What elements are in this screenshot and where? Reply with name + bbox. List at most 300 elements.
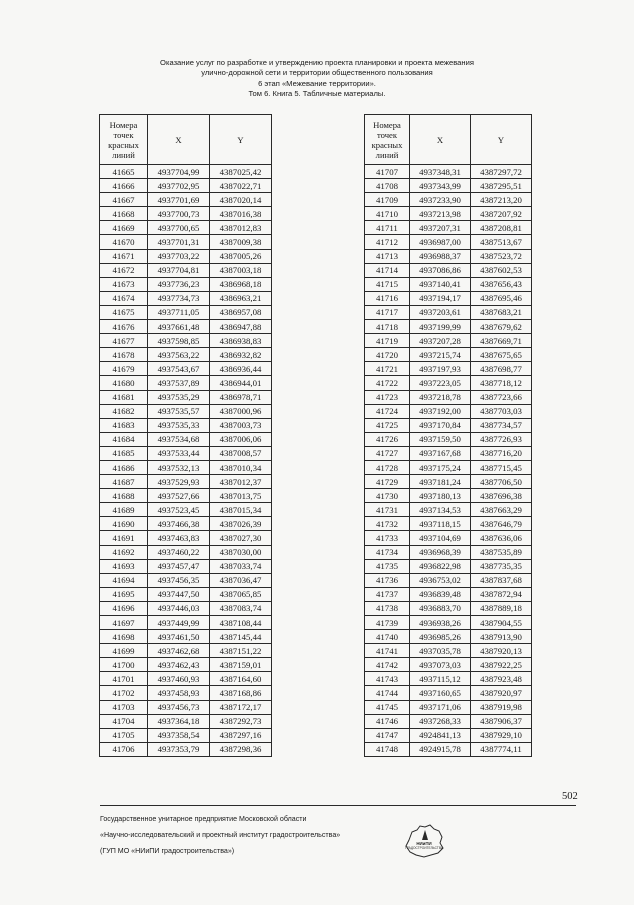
x-cell: 4937086,86 [410, 263, 471, 277]
column-header-y: Y [471, 115, 532, 165]
point-number-cell: 41685 [100, 446, 148, 460]
table-row [365, 376, 532, 390]
table-row [100, 545, 272, 559]
table-row [365, 179, 532, 193]
table-row [365, 291, 532, 305]
point-number-cell: 41689 [100, 503, 148, 517]
point-number-cell: 41679 [100, 362, 148, 376]
y-cell: 4387033,74 [210, 559, 272, 573]
x-cell: 4937563,22 [148, 348, 210, 362]
x-cell: 4937175,24 [410, 460, 471, 474]
x-cell: 4937458,93 [148, 686, 210, 700]
point-number-cell: 41697 [100, 616, 148, 630]
table-row [100, 714, 272, 728]
table-row [365, 742, 532, 756]
point-number-cell: 41704 [100, 714, 148, 728]
point-number-cell: 41742 [365, 658, 410, 672]
table-row [100, 728, 272, 742]
table-row [100, 404, 272, 418]
table-row [365, 531, 532, 545]
table-row [100, 179, 272, 193]
table-row [365, 517, 532, 531]
table-row [365, 587, 532, 601]
point-number-cell: 41712 [365, 235, 410, 249]
point-number-cell: 41702 [100, 686, 148, 700]
table-row [365, 644, 532, 658]
point-number-cell: 41703 [100, 700, 148, 714]
table-row [100, 334, 272, 348]
y-cell: 4386957,08 [210, 305, 272, 319]
column-header-x: X [410, 115, 471, 165]
table-row [365, 559, 532, 573]
point-number-cell: 41728 [365, 460, 410, 474]
y-cell: 4387726,93 [471, 432, 532, 446]
x-cell: 4937115,12 [410, 672, 471, 686]
point-number-cell: 41735 [365, 559, 410, 573]
table-row [100, 249, 272, 263]
table-row [365, 193, 532, 207]
point-number-cell: 41672 [100, 263, 148, 277]
x-cell: 4937704,81 [148, 263, 210, 277]
table-row [365, 390, 532, 404]
point-number-cell: 41668 [100, 207, 148, 221]
table-row [100, 432, 272, 446]
x-cell: 4937233,90 [410, 193, 471, 207]
y-cell: 4387010,34 [210, 460, 272, 474]
y-cell: 4387679,62 [471, 320, 532, 334]
table-row [365, 221, 532, 235]
y-cell: 4387636,06 [471, 531, 532, 545]
footer-line-3: (ГУП МО «НИиПИ градостроительства») [100, 847, 235, 855]
y-cell: 4387008,57 [210, 446, 272, 460]
point-number-cell: 41747 [365, 728, 410, 742]
table-header-row [100, 115, 272, 165]
y-cell: 4387723,66 [471, 390, 532, 404]
page-number: 502 [562, 791, 578, 802]
logo-text-2: ГРАДОСТРОИТЕЛЬСТВА [405, 846, 443, 850]
point-number-cell: 41746 [365, 714, 410, 728]
point-number-cell: 41745 [365, 700, 410, 714]
y-cell: 4387706,50 [471, 475, 532, 489]
y-cell: 4387027,30 [210, 531, 272, 545]
table-row [100, 686, 272, 700]
table-row [100, 700, 272, 714]
logo-text-1: НИиПИ [416, 841, 432, 846]
point-number-cell: 41717 [365, 305, 410, 319]
table-row [365, 277, 532, 291]
y-cell: 4387000,96 [210, 404, 272, 418]
table-row [100, 658, 272, 672]
y-cell: 4387003,18 [210, 263, 272, 277]
footer-line-1: Государственное унитарное предприятие Московской области [100, 815, 307, 823]
y-cell: 4386968,18 [210, 277, 272, 291]
table-body-right [365, 165, 532, 757]
x-cell: 4937203,61 [410, 305, 471, 319]
y-cell: 4387012,37 [210, 475, 272, 489]
point-number-cell: 41677 [100, 334, 148, 348]
point-number-cell: 41696 [100, 601, 148, 615]
point-number-cell: 41666 [100, 179, 148, 193]
y-cell: 4387006,06 [210, 432, 272, 446]
table-row [100, 489, 272, 503]
table-row [365, 573, 532, 587]
y-cell: 4387716,20 [471, 446, 532, 460]
point-number-cell: 41733 [365, 531, 410, 545]
point-number-cell: 41727 [365, 446, 410, 460]
point-number-cell: 41686 [100, 460, 148, 474]
y-cell: 4387168,86 [210, 686, 272, 700]
table-row [100, 644, 272, 658]
x-cell: 4937446,03 [148, 601, 210, 615]
document-footer [100, 811, 340, 859]
point-number-cell: 41726 [365, 432, 410, 446]
x-cell: 4937073,03 [410, 658, 471, 672]
x-cell: 4937159,50 [410, 432, 471, 446]
y-cell: 4387298,36 [210, 742, 272, 756]
y-cell: 4387920,97 [471, 686, 532, 700]
point-number-cell: 41706 [100, 742, 148, 756]
header-line-1: Оказание услуг по разработке и утверждению проекта планировки и проекта межевания [160, 58, 474, 67]
point-number-cell: 41718 [365, 320, 410, 334]
x-cell: 4937118,15 [410, 517, 471, 531]
x-cell: 4937180,13 [410, 489, 471, 503]
point-number-cell: 41692 [100, 545, 148, 559]
table-row [100, 207, 272, 221]
table-row [100, 559, 272, 573]
y-cell: 4387292,73 [210, 714, 272, 728]
y-cell: 4386936,44 [210, 362, 272, 376]
y-cell: 4387151,22 [210, 644, 272, 658]
point-number-cell: 41736 [365, 573, 410, 587]
x-cell: 4937167,68 [410, 446, 471, 460]
x-cell: 4936839,48 [410, 587, 471, 601]
y-cell: 4386947,88 [210, 320, 272, 334]
point-number-cell: 41720 [365, 348, 410, 362]
table-row [100, 235, 272, 249]
y-cell: 4387213,20 [471, 193, 532, 207]
table-row [365, 545, 532, 559]
table-row [100, 460, 272, 474]
point-number-cell: 41725 [365, 418, 410, 432]
table-row [100, 376, 272, 390]
y-cell: 4386978,71 [210, 390, 272, 404]
point-number-cell: 41708 [365, 179, 410, 193]
x-cell: 4937197,93 [410, 362, 471, 376]
y-cell: 4387904,55 [471, 616, 532, 630]
x-cell: 4937702,95 [148, 179, 210, 193]
table-row [365, 475, 532, 489]
table-row [365, 362, 532, 376]
point-number-cell: 41694 [100, 573, 148, 587]
x-cell: 4937661,48 [148, 320, 210, 334]
x-cell: 4937215,74 [410, 348, 471, 362]
table-row [100, 587, 272, 601]
table-row [100, 503, 272, 517]
y-cell: 4386963,21 [210, 291, 272, 305]
table-row [365, 686, 532, 700]
y-cell: 4387683,21 [471, 305, 532, 319]
y-cell: 4387036,47 [210, 573, 272, 587]
x-cell: 4937535,33 [148, 418, 210, 432]
point-number-cell: 41713 [365, 249, 410, 263]
y-cell: 4387065,85 [210, 587, 272, 601]
logo-building [422, 830, 428, 840]
y-cell: 4387013,75 [210, 489, 272, 503]
table-row [100, 531, 272, 545]
table-row [365, 207, 532, 221]
point-number-cell: 41723 [365, 390, 410, 404]
y-cell: 4387663,29 [471, 503, 532, 517]
table-row [365, 320, 532, 334]
y-cell: 4387003,73 [210, 418, 272, 432]
point-number-cell: 41669 [100, 221, 148, 235]
x-cell: 4937353,79 [148, 742, 210, 756]
point-number-cell: 41693 [100, 559, 148, 573]
x-cell: 4937703,22 [148, 249, 210, 263]
point-number-cell: 41743 [365, 672, 410, 686]
y-cell: 4387734,57 [471, 418, 532, 432]
point-number-cell: 41732 [365, 517, 410, 531]
x-cell: 4937207,28 [410, 334, 471, 348]
table-row [365, 404, 532, 418]
y-cell: 4387145,44 [210, 630, 272, 644]
y-cell: 4387929,10 [471, 728, 532, 742]
y-cell: 4387207,92 [471, 207, 532, 221]
table-row [100, 446, 272, 460]
point-number-cell: 41701 [100, 672, 148, 686]
y-cell: 4387906,37 [471, 714, 532, 728]
institute-logo-icon [403, 824, 445, 858]
x-cell: 4937704,99 [148, 165, 210, 179]
point-number-cell: 41748 [365, 742, 410, 756]
y-cell: 4387837,68 [471, 573, 532, 587]
y-cell: 4387020,14 [210, 193, 272, 207]
x-cell: 4937535,57 [148, 404, 210, 418]
y-cell: 4387703,03 [471, 404, 532, 418]
point-number-cell: 41665 [100, 165, 148, 179]
x-cell: 4937160,65 [410, 686, 471, 700]
x-cell: 4936753,02 [410, 573, 471, 587]
point-number-cell: 41700 [100, 658, 148, 672]
y-cell: 4387172,17 [210, 700, 272, 714]
x-cell: 4936822,98 [410, 559, 471, 573]
table-row [365, 418, 532, 432]
x-cell: 4936883,70 [410, 601, 471, 615]
table-row [100, 165, 272, 179]
y-cell: 4387602,53 [471, 263, 532, 277]
y-cell: 4387919,98 [471, 700, 532, 714]
table-row [365, 658, 532, 672]
x-cell: 4937734,73 [148, 291, 210, 305]
y-cell: 4387872,94 [471, 587, 532, 601]
y-cell: 4387774,11 [471, 742, 532, 756]
x-cell: 4937701,31 [148, 235, 210, 249]
table-row [365, 630, 532, 644]
y-cell: 4387913,90 [471, 630, 532, 644]
y-cell: 4387695,46 [471, 291, 532, 305]
point-number-cell: 41683 [100, 418, 148, 432]
x-cell: 4937199,99 [410, 320, 471, 334]
table-row [100, 263, 272, 277]
footer-line-2: «Научно-исследовательский и проектный институт градостроительства» [100, 831, 341, 839]
x-cell: 4937700,65 [148, 221, 210, 235]
point-number-cell: 41744 [365, 686, 410, 700]
point-number-cell: 41714 [365, 263, 410, 277]
y-cell: 4387715,45 [471, 460, 532, 474]
point-number-cell: 41698 [100, 630, 148, 644]
x-cell: 4937192,00 [410, 404, 471, 418]
y-cell: 4386932,82 [210, 348, 272, 362]
table-row [100, 320, 272, 334]
table-row [100, 348, 272, 362]
x-cell: 4937463,83 [148, 531, 210, 545]
x-cell: 4937543,67 [148, 362, 210, 376]
x-cell: 4936968,39 [410, 545, 471, 559]
table-row [100, 672, 272, 686]
point-number-cell: 41699 [100, 644, 148, 658]
x-cell: 4937348,31 [410, 165, 471, 179]
y-cell: 4387026,39 [210, 517, 272, 531]
point-number-cell: 41716 [365, 291, 410, 305]
table-row [100, 573, 272, 587]
table-row [365, 334, 532, 348]
y-cell: 4387889,18 [471, 601, 532, 615]
x-cell: 4936987,00 [410, 235, 471, 249]
x-cell: 4937134,53 [410, 503, 471, 517]
table-row [100, 601, 272, 615]
x-cell: 4937701,69 [148, 193, 210, 207]
y-cell: 4387083,74 [210, 601, 272, 615]
y-cell: 4387656,43 [471, 277, 532, 291]
point-number-cell: 41690 [100, 517, 148, 531]
point-number-cell: 41705 [100, 728, 148, 742]
table-row [365, 460, 532, 474]
table-row [100, 221, 272, 235]
point-number-cell: 41676 [100, 320, 148, 334]
table-row [365, 263, 532, 277]
point-number-cell: 41739 [365, 616, 410, 630]
point-number-cell: 41675 [100, 305, 148, 319]
x-cell: 4937462,43 [148, 658, 210, 672]
x-cell: 4936985,26 [410, 630, 471, 644]
x-cell: 4937523,45 [148, 503, 210, 517]
x-cell: 4937700,73 [148, 207, 210, 221]
y-cell: 4387923,48 [471, 672, 532, 686]
y-cell: 4387920,13 [471, 644, 532, 658]
point-number-cell: 41673 [100, 277, 148, 291]
point-number-cell: 41670 [100, 235, 148, 249]
x-cell: 4937460,22 [148, 545, 210, 559]
x-cell: 4937343,99 [410, 179, 471, 193]
y-cell: 4387025,42 [210, 165, 272, 179]
table-row [365, 305, 532, 319]
x-cell: 4937449,99 [148, 616, 210, 630]
x-cell: 4924915,78 [410, 742, 471, 756]
x-cell: 4937711,05 [148, 305, 210, 319]
y-cell: 4387513,67 [471, 235, 532, 249]
x-cell: 4937104,69 [410, 531, 471, 545]
x-cell: 4937171,06 [410, 700, 471, 714]
point-number-cell: 41731 [365, 503, 410, 517]
point-number-cell: 41722 [365, 376, 410, 390]
header-line-3: 6 этап «Межевание территории». [258, 78, 376, 88]
x-cell: 4937532,13 [148, 460, 210, 474]
x-cell: 4937529,93 [148, 475, 210, 489]
y-cell: 4386944,01 [210, 376, 272, 390]
point-number-cell: 41682 [100, 404, 148, 418]
table-row [365, 728, 532, 742]
x-cell: 4936988,37 [410, 249, 471, 263]
y-cell: 4387735,35 [471, 559, 532, 573]
table-row [100, 277, 272, 291]
x-cell: 4937268,33 [410, 714, 471, 728]
table-row [100, 418, 272, 432]
y-cell: 4387523,72 [471, 249, 532, 263]
point-number-cell: 41691 [100, 531, 148, 545]
table-row [365, 446, 532, 460]
table-row [365, 489, 532, 503]
x-cell: 4937447,50 [148, 587, 210, 601]
x-cell: 4924841,13 [410, 728, 471, 742]
x-cell: 4937364,18 [148, 714, 210, 728]
table-row [100, 616, 272, 630]
table-row [100, 475, 272, 489]
x-cell: 4937466,38 [148, 517, 210, 531]
y-cell: 4387297,72 [471, 165, 532, 179]
x-cell: 4937035,78 [410, 644, 471, 658]
y-cell: 4387016,38 [210, 207, 272, 221]
x-cell: 4937194,17 [410, 291, 471, 305]
y-cell: 4387297,16 [210, 728, 272, 742]
point-number-cell: 41695 [100, 587, 148, 601]
y-cell: 4387535,89 [471, 545, 532, 559]
table-row [100, 742, 272, 756]
table-row [100, 630, 272, 644]
y-cell: 4387922,25 [471, 658, 532, 672]
table-row [100, 305, 272, 319]
point-number-cell: 41687 [100, 475, 148, 489]
point-number-cell: 41710 [365, 207, 410, 221]
point-number-cell: 41730 [365, 489, 410, 503]
point-number-cell: 41741 [365, 644, 410, 658]
coordinates-table-left [99, 114, 272, 757]
y-cell: 4387108,44 [210, 616, 272, 630]
point-number-cell: 41707 [365, 165, 410, 179]
point-number-cell: 41740 [365, 630, 410, 644]
x-cell: 4937461,50 [148, 630, 210, 644]
column-header-number: Номера точек красных линий [365, 115, 410, 165]
point-number-cell: 41681 [100, 390, 148, 404]
point-number-cell: 41715 [365, 277, 410, 291]
coordinates-table-right [364, 114, 532, 757]
y-cell: 4387295,51 [471, 179, 532, 193]
point-number-cell: 41709 [365, 193, 410, 207]
header-line-4: Том 6. Книга 5. Табличные материалы. [248, 88, 386, 98]
document-header [0, 58, 634, 99]
x-cell: 4937181,24 [410, 475, 471, 489]
point-number-cell: 41738 [365, 601, 410, 615]
y-cell: 4386938,83 [210, 334, 272, 348]
table-row [365, 235, 532, 249]
x-cell: 4937207,31 [410, 221, 471, 235]
y-cell: 4387718,12 [471, 376, 532, 390]
y-cell: 4387675,65 [471, 348, 532, 362]
y-cell: 4387208,81 [471, 221, 532, 235]
table-row [365, 249, 532, 263]
x-cell: 4937535,29 [148, 390, 210, 404]
y-cell: 4387015,34 [210, 503, 272, 517]
table-row [100, 362, 272, 376]
